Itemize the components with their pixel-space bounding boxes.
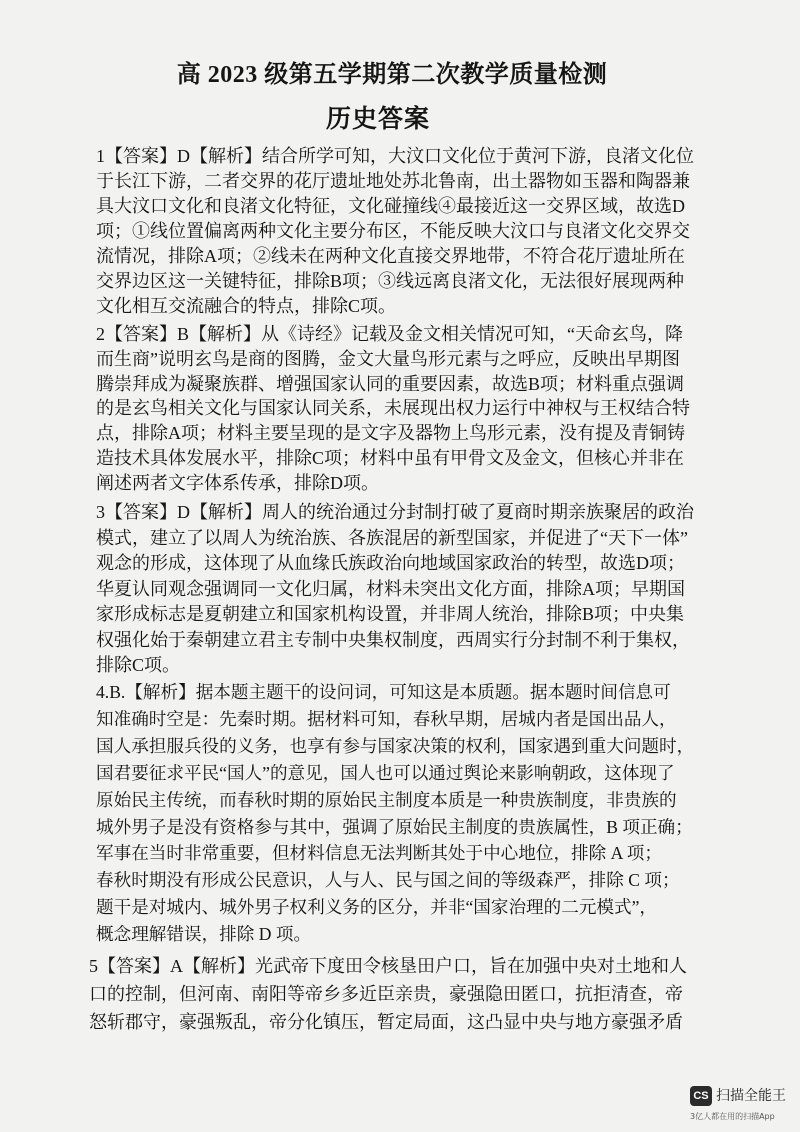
text-line: 的是玄鸟相关文化与国家认同关系，未展现出权力运行中神权与王权结合特 (96, 398, 690, 419)
answer-paragraph-3 (96, 500, 776, 679)
text-line: 权强化始于秦朝建立君主专制中央集权制度，西周实行分封制不利于集权， (96, 629, 690, 650)
text-line: 春秋时期没有形成公民意识，人与人、民与国之间的等级森严，排除 C 项； (96, 870, 680, 891)
answer-paragraph-1 (96, 144, 776, 319)
text-line: 概念理解错误，排除 D 项。 (96, 924, 312, 945)
text-line: 腾崇拜成为凝聚族群、增强国家认同的重要因素，故选B项；材料重点强调 (96, 373, 685, 394)
document-subtitle: 历史答案 (325, 106, 430, 133)
text-line: 流情况，排除A项；②线未在两种文化直接交界地带，不符合花厅遗址所在 (96, 246, 685, 266)
document-title: 高 2023 级第五学期第二次教学质量检测 (176, 62, 608, 88)
text-line: 点，排除A项；材料主要呈现的是文字及器物上鸟形元素，没有提及青铜铸 (96, 423, 685, 444)
text-line: 原始民主传统，而春秋时期的原始民主制度本质是一种贵族制度，非贵族的 (96, 789, 677, 810)
text-line: 3【答案】D【解析】周人的统治通过分封制打破了夏商时期亲族聚居的政治 (96, 502, 694, 522)
text-line: 军事在当时非常重要，但材料信息无法判断其处于中心地位，排除 A 项； (96, 843, 662, 864)
text-line: 观念的形成，这体现了从血缘氏族政治向地域国家政治的转型，故选D项； (96, 553, 685, 573)
text-line: 于长江下游，二者交界的花厅遗址地处苏北鲁南，出土器物如玉器和陶器兼 (96, 171, 690, 191)
text-line: 怒斩郡守，豪强叛乱，帝分化镇压，暂定局面，这凸显中央与地方豪强矛盾 (89, 1012, 683, 1032)
text-line: 交界边区这一关键特征，排除B项；③线远离良渚文化，无法很好展现两种 (96, 271, 685, 291)
text-line: 造技术具体发展水平，排除C项；材料中虽有甲骨文及金文，但核心并非在 (96, 447, 685, 468)
text-line: 华夏认同观念强调同一文化归属，材料未突出文化方面，排除A项；早期国 (96, 578, 685, 599)
answer-paragraph-2 (96, 322, 776, 496)
text-line: 2【答案】B【解析】从《诗经》记载及金文相关情况可知，“天命玄鸟，降 (96, 324, 683, 344)
answer-paragraph-5 (89, 952, 769, 1036)
text-line: 排除C项。 (96, 655, 181, 675)
text-line: 题干是对城内、城外男子权利义务的区分，并非“国家治理的二元模式”， (96, 897, 658, 918)
scanner-tagline: 3亿人都在用的扫描App (690, 1112, 775, 1121)
text-line: 城外男子是没有资格参与其中，强调了原始民主制度的贵族属性，B 项正确； (96, 816, 693, 837)
text-line: 文化相互交流融合的特点，排除C项。 (96, 296, 397, 316)
text-line: 模式，建立了以周人为统治族、各族混居的新型国家，并促进了“天下一体” (96, 527, 688, 548)
scanner-app-name: 扫描全能王 (716, 1088, 786, 1104)
text-line: 口的控制，但河南、南阳等帝乡多近臣亲贵，豪强隐田匿口，抗拒清查，帝 (89, 984, 683, 1004)
text-line: 知准确时空是：先秦时期。据材料可知，春秋早期，居城内者是国出品人， (96, 708, 677, 729)
scanner-logo-icon: CS (690, 1086, 712, 1106)
text-line: 而生商”说明玄鸟是商的图腾，金文大量鸟形元素与之呼应，反映出早期图 (96, 348, 680, 369)
text-line: 项；①线位置偏离两种文化主要分布区，不能反映大汶口与良渚文化交界交 (96, 221, 690, 241)
text-line: 1【答案】D【解析】结合所学可知，大汶口文化位于黄河下游，良渚文化位 (96, 146, 694, 166)
answer-paragraph-4 (96, 679, 776, 948)
text-line: 4.B.【解析】据本题主题干的设问词，可知这是本质题。据本题时间信息可 (96, 682, 671, 702)
text-line: 阐述两者文字体系传承，排除D项。 (96, 472, 379, 493)
text-line: 具大汶口文化和良渚文化特征，文化碰撞线④最接近这一交界区域，故选D (96, 196, 685, 216)
text-line: 家形成标志是夏朝建立和国家机构设置，并非周人统治，排除B项；中央集 (96, 604, 685, 624)
text-line: 5【答案】A【解析】光武帝下度田令核垦田户口，旨在加强中央对土地和人 (89, 956, 687, 976)
text-line: 国君要征求平民“国人”的意见，国人也可以通过舆论来影响朝政，这体现了 (96, 762, 675, 783)
text-line: 国人承担服兵役的义务，也享有参与国家决策的权利，国家遇到重大问题时， (96, 735, 695, 756)
